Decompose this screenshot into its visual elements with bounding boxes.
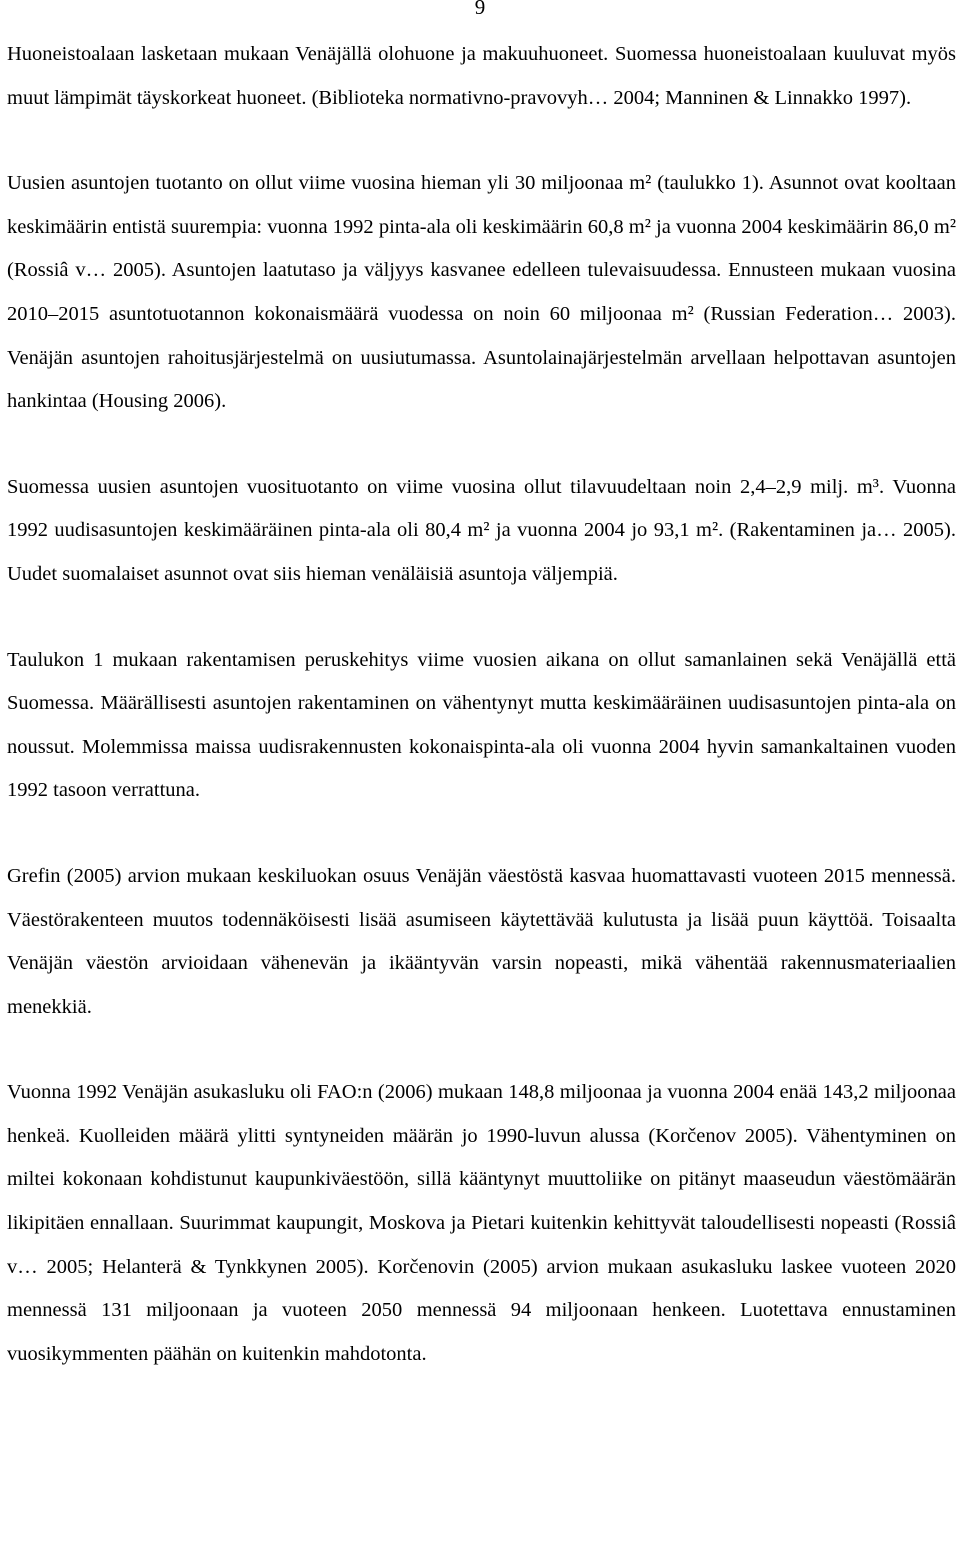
body-text [7,33,956,1376]
paragraph: Grefin (2005) arvion mukaan keskiluokan osuus Venäjän väestöstä kasvaa huomattavasti vuoteen 2015 mennessä. Väestörakenteen muutos todennäköisesti lisää asumiseen käytettävää kulutusta ja lisää puun käyttöä. Toisaalta Venäjän väestön arvioidaan vähenevän ja ikääntyvän varsin nopeasti, mikä vähentää rakennusmateriaalien menekkiä. [7,864,956,1018]
paragraph: Suomessa uusien asuntojen vuosituotanto on viime vuosina ollut tilavuudeltaan noin 2,4–2,9 milj. m³. Vuonna 1992 uudisasuntojen keskimääräinen pinta-ala oli 80,4 m² ja vuonna 2004 jo 93,1 m². (Rakentaminen ja… 2005). Uudet suomalaiset asunnot ovat siis hieman venäläisiä asuntoja väljempiä. [7,475,956,585]
paragraph: Huoneistoalaan lasketaan mukaan Venäjällä olohuone ja makuuhuoneet. Suomessa huoneistoalaan kuuluvat myös muut lämpimät täyskorkeat huoneet. (Biblioteka normativno-pravovyh… 2004; Manninen & Linnakko 1997). [7,43,956,109]
paragraph: Taulukon 1 mukaan rakentamisen peruskehitys viime vuosien aikana on ollut samanlainen sekä Venäjällä että Suomessa. Määrällisesti asuntojen rakentaminen on vähentynyt mutta keskimääräinen uudisasuntojen pinta-ala on noussut. Molemmissa maissa uudisrakennusten kokonaispinta-ala oli vuonna 2004 hyvin samankaltainen vuoden 1992 tasoon verrattuna. [7,648,956,802]
page-number: 9 [474,0,486,19]
paragraph: Vuonna 1992 Venäjän asukasluku oli FAO:n (2006) mukaan 148,8 miljoonaa ja vuonna 2004 enää 143,2 miljoonaa henkeä. Kuolleiden määrä ylitti syntyneiden määrän jo 1990-luvun alussa (Korčenov 2005). Vähentyminen on miltei kokonaan kohdistunut kaupunkiväestöön, sillä kääntynyt muuttoliike on pitänyt maaseudun väestömäärän likipitäen ennallaan. Suurimmat kaupungit, Moskova ja Pietari kuitenkin kehittyvät taloudellisesti nopeasti (Rossiâ v… 2005; Helanterä & Tynkkynen 2005). Korčenovin (2005) arvion mukaan asukasluku laskee vuoteen 2020 mennessä 131 miljoonaan ja vuoteen 2050 mennessä 94 miljoonaan henkeen. Luotettava ennustaminen vuosikymmenten päähän on kuitenkin mahdotonta. [7,1081,956,1365]
paragraph: Uusien asuntojen tuotanto on ollut viime vuosina hieman yli 30 miljoonaa m² (taulukko 1). Asunnot ovat kooltaan keskimäärin entistä suurempia: vuonna 1992 pinta-ala oli keskimäärin 60,8 m² ja vuonna 2004 keskimäärin 86,0 m² (Rossiâ v… 2005). Asuntojen laatutaso ja väljyys kasvanee edelleen tulevaisuudessa. Ennusteen mukaan vuosina 2010–2015 asuntotuotannon kokonaismäärä vuodessa on noin 60 miljoonaa m² (Russian Federation… 2003). Venäjän asuntojen rahoitusjärjestelmä on uusiutumassa. Asuntolainajärjestelmän arvellaan helpottavan asuntojen hankintaa (Housing 2006). [7,172,956,413]
